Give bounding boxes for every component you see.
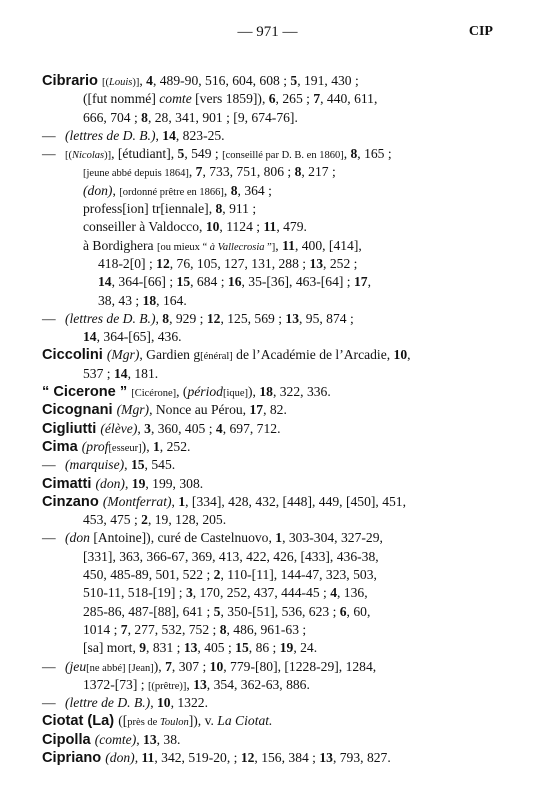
line-text: de l’Académie de l’Arcadie, xyxy=(232,347,394,363)
index-line xyxy=(42,145,494,163)
line-text: (lettre de D. B.) xyxy=(65,695,151,711)
volume-number: 7 xyxy=(313,91,321,107)
line-text: 1372-[73] ; xyxy=(83,676,148,692)
line-text: , xyxy=(134,749,142,765)
line-text: , 549 ; xyxy=(184,146,223,162)
index-entries xyxy=(42,72,494,767)
line-text: , [334], 428, 432, [448], 449, [450], 451, xyxy=(185,493,406,509)
line-text: , 823-25. xyxy=(175,127,225,143)
line-text: Nicolas xyxy=(72,150,105,162)
volume-number: 17 xyxy=(354,274,368,290)
line-text: ), xyxy=(248,384,260,400)
line-text: , 86 ; xyxy=(248,640,280,656)
line-text: ([ xyxy=(118,713,128,729)
line-text: , xyxy=(155,127,163,143)
volume-number: 8 xyxy=(219,621,227,637)
volume-number: 15 xyxy=(176,274,191,290)
index-line xyxy=(42,90,494,108)
line-text: , 181. xyxy=(127,365,159,381)
volume-number: 5 xyxy=(290,73,298,88)
index-line xyxy=(42,712,494,730)
index-line xyxy=(42,584,494,602)
entry-headword: Cibrario xyxy=(42,73,103,89)
volume-number: 10 xyxy=(205,219,220,235)
line-text: [esseur] xyxy=(108,442,142,454)
line-text: , 684 ; xyxy=(190,274,228,290)
line-text: , 1322. xyxy=(170,695,208,711)
index-line xyxy=(42,127,494,145)
volume-number: 6 xyxy=(339,603,347,619)
volume-number: 4 xyxy=(215,420,223,436)
index-line xyxy=(42,511,494,529)
volume-number: 17 xyxy=(249,402,264,418)
line-text: , 733, 751, 806 ; xyxy=(202,164,295,180)
line-text: , 929 ; xyxy=(169,310,207,326)
line-text: [331], 363, 366-67, 369, 413, 422, 426, [433], 436-38, xyxy=(83,548,379,564)
line-text: , 360, 405 ; xyxy=(150,420,216,436)
line-text: (comte) xyxy=(94,731,137,747)
line-text: [ne abbé] [Jean] xyxy=(86,662,154,674)
line-text: 285-86, 487-[88], 641 ; xyxy=(83,603,214,619)
line-text: , xyxy=(343,146,351,162)
line-text: ), xyxy=(141,438,153,454)
line-text: , xyxy=(171,493,179,509)
volume-number: 6 xyxy=(268,91,276,107)
line-text: ([fut nommé] xyxy=(83,91,160,107)
line-text: , 19, 128, 205. xyxy=(147,512,227,528)
index-line xyxy=(42,72,494,90)
line-text: , 35-[36], 463-[64] ; xyxy=(241,274,354,290)
line-text: (élève) xyxy=(100,420,138,436)
line-text: (jeu xyxy=(65,658,87,674)
line-text: , 76, 105, 127, 131, 288 ; xyxy=(169,255,310,271)
line-text: , 350-[51], 536, 623 ; xyxy=(220,603,340,619)
volume-number: 7 xyxy=(120,621,128,637)
volume-number: 8 xyxy=(162,310,170,326)
volume-number: 18 xyxy=(259,384,273,400)
index-line xyxy=(42,273,494,291)
running-head: CIP xyxy=(468,24,493,39)
index-line xyxy=(42,420,494,438)
line-text: près de xyxy=(127,717,160,729)
index-line xyxy=(42,749,494,767)
index-line xyxy=(42,346,494,364)
entry-headword: Cima xyxy=(42,438,82,455)
index-line xyxy=(42,621,494,639)
index-line xyxy=(42,456,494,474)
line-text: (Montferrat) xyxy=(102,493,172,509)
index-line xyxy=(42,310,494,328)
line-text: , xyxy=(124,457,131,473)
volume-number: 3 xyxy=(185,585,193,601)
line-text: 1014 ; xyxy=(83,621,121,637)
volume-number: 15 xyxy=(235,640,249,656)
line-text: à Vallecrosia xyxy=(209,241,265,253)
line-text: (prof xyxy=(81,438,109,454)
volume-number: 12 xyxy=(240,749,255,765)
line-text: , 831 ; xyxy=(146,640,184,656)
line-text: )] xyxy=(104,150,112,162)
volume-number: 2 xyxy=(213,567,221,583)
index-line xyxy=(42,182,494,200)
volume-number: 11 xyxy=(282,237,295,253)
line-text: 450, 485-89, 501, 522 ; xyxy=(83,567,214,583)
line-text: (don) xyxy=(105,749,135,765)
volume-number: 13 xyxy=(193,676,207,692)
line-text: , xyxy=(223,182,231,198)
line-text: profess[ion] tr[iennale], xyxy=(83,201,216,217)
line-text: , xyxy=(124,475,132,491)
index-line xyxy=(42,383,494,401)
volume-number: 18 xyxy=(142,292,157,308)
volume-number: 1 xyxy=(178,493,186,509)
line-text: [( xyxy=(65,150,72,162)
line-text: , 252. xyxy=(159,438,191,454)
volume-number: 13 xyxy=(285,310,299,326)
line-text: , 303-304, 327-29, xyxy=(282,530,383,546)
line-text: périod xyxy=(187,384,223,400)
index-line xyxy=(42,163,494,181)
volume-number: 8 xyxy=(350,146,358,162)
line-text: 418-2[0] ; xyxy=(98,255,157,271)
line-text: , 342, 519-20, ; xyxy=(154,749,241,765)
line-text: , xyxy=(367,274,371,290)
index-line xyxy=(42,639,494,657)
volume-number: 4 xyxy=(146,73,153,88)
line-text: , 911 ; xyxy=(222,201,257,217)
entry-headword: Cigliutti xyxy=(42,420,101,437)
volume-number: 10 xyxy=(156,695,171,711)
line-text: , xyxy=(275,237,283,253)
line-text: , 164. xyxy=(156,292,187,308)
volume-number: 7 xyxy=(165,658,172,674)
sub-entry-dash: — xyxy=(42,530,59,546)
entry-headword: Cipriano xyxy=(42,749,106,766)
page-number: — 971 — xyxy=(237,24,298,40)
line-text: , ( xyxy=(176,384,188,400)
line-text: [énéral] xyxy=(200,351,233,363)
line-text: (lettres de D. B.) xyxy=(65,310,156,326)
entry-headword: Cipolla xyxy=(42,731,95,748)
line-text: à Bordighera xyxy=(83,237,157,253)
volume-number: 3 xyxy=(144,420,151,436)
line-text: (Mgr) xyxy=(116,402,150,418)
line-text: , 191, 430 ; xyxy=(297,73,359,88)
index-line xyxy=(42,493,494,511)
volume-number: 14 xyxy=(83,329,97,345)
line-text: , 479. xyxy=(276,219,307,235)
line-text: [( xyxy=(102,77,110,88)
line-text: Toulon xyxy=(159,717,189,729)
volume-number: 12 xyxy=(206,310,221,326)
index-line xyxy=(42,658,494,676)
entry-headword: Ciotat (La) xyxy=(42,713,119,730)
line-text: , 793, 827. xyxy=(332,749,391,765)
line-text: , xyxy=(150,695,157,711)
index-line xyxy=(42,603,494,621)
sub-entry-dash: — xyxy=(42,457,59,473)
volume-number: 14 xyxy=(113,365,128,381)
index-line xyxy=(42,548,494,566)
volume-number: 13 xyxy=(143,731,157,747)
line-text: , 95, 874 ; xyxy=(298,310,354,326)
line-text: , xyxy=(112,182,120,198)
volume-number: 4 xyxy=(330,585,337,601)
line-text: [ordonné prêtre en 1866] xyxy=(119,186,224,198)
line-text: ]), v. xyxy=(188,713,218,729)
line-text: , 24. xyxy=(293,640,318,656)
line-text: , 545. xyxy=(144,457,176,473)
index-line xyxy=(42,328,494,346)
line-text: [vers 1859]), xyxy=(191,91,269,107)
volume-number: 10 xyxy=(209,658,224,674)
entry-headword: Ciccolini xyxy=(42,347,107,364)
line-text: , 82. xyxy=(263,402,287,418)
volume-number: 7 xyxy=(195,164,203,180)
line-text: , 364-[65], 436. xyxy=(96,329,182,345)
index-line xyxy=(42,694,494,712)
line-text: , 38. xyxy=(156,731,181,747)
sub-entry-dash: — xyxy=(42,310,59,326)
line-text: , 28, 341, 901 ; [9, 674-76]. xyxy=(147,109,298,125)
line-text: , xyxy=(186,676,194,692)
line-text: [Cicérone] xyxy=(131,388,177,400)
entry-headword: “ Cicerone ” xyxy=(42,384,132,401)
line-text: 453, 475 ; xyxy=(83,512,142,528)
line-text: , 1124 ; xyxy=(219,219,264,235)
volume-number: 5 xyxy=(177,146,185,162)
line-text: [conseillé par D. B. en 1860] xyxy=(222,150,344,162)
index-line xyxy=(42,475,494,493)
line-text: , 265 ; xyxy=(275,91,314,107)
line-text: Louis xyxy=(109,77,133,88)
line-text: (don xyxy=(65,530,90,546)
index-line xyxy=(42,566,494,584)
index-line xyxy=(42,109,494,127)
line-text: , 217 ; xyxy=(301,164,336,180)
line-text: (lettres de D. B.) xyxy=(65,127,156,143)
volume-number: 8 xyxy=(215,201,223,217)
line-text: , 156, 384 ; xyxy=(254,749,320,765)
line-text: comte xyxy=(159,91,192,107)
index-line xyxy=(42,218,494,236)
index-line xyxy=(42,529,494,547)
line-text: , 354, 362-63, 886. xyxy=(206,676,310,692)
line-text: , xyxy=(137,420,145,436)
sub-entry-dash: — xyxy=(42,695,59,711)
line-text: , 400, [414], xyxy=(294,237,362,253)
volume-number: 16 xyxy=(227,274,242,290)
volume-number: 8 xyxy=(294,164,302,180)
line-text: (Mgr) xyxy=(106,347,140,363)
line-text: , xyxy=(407,347,411,363)
sub-entry-dash: — xyxy=(42,658,59,674)
volume-number: 12 xyxy=(156,255,170,271)
volume-number: 8 xyxy=(230,182,238,198)
line-text: , 165 ; xyxy=(357,146,392,162)
line-text: , 779-[80], [1228-29], 1284, xyxy=(223,658,377,674)
index-line xyxy=(42,292,494,310)
line-text: 510-11, 518-[19] ; xyxy=(83,585,186,601)
volume-number: 11 xyxy=(263,219,277,235)
entry-headword: Cicognani xyxy=(42,402,117,419)
volume-number: 1 xyxy=(153,438,160,454)
line-text: , 489-90, 516, 604, 608 ; xyxy=(152,73,291,88)
line-text: , xyxy=(139,73,147,88)
line-text: , 486, 961-63 ; xyxy=(226,621,307,637)
line-text: , 125, 569 ; xyxy=(220,310,286,326)
index-line xyxy=(42,255,494,273)
line-text: , 252 ; xyxy=(323,255,358,271)
line-text: , 110-[11], 144-47, 323, 503, xyxy=(220,567,377,583)
line-text: [sa] mort, xyxy=(83,640,140,656)
line-text: [Antoine]), curé de Castelnuovo, xyxy=(89,530,276,546)
volume-number: 1 xyxy=(275,530,283,546)
entry-headword: Cimatti xyxy=(42,475,96,492)
line-text: [(prêtre)] xyxy=(147,680,187,692)
line-text: , 364 ; xyxy=(237,182,272,198)
line-text: , 170, 252, 437, 444-45 ; xyxy=(192,585,331,601)
volume-number: 10 xyxy=(393,347,408,363)
line-text: , xyxy=(188,164,196,180)
line-text: , 697, 712. xyxy=(222,420,281,436)
line-text: , [étudiant], xyxy=(111,146,178,162)
volume-number: 13 xyxy=(309,255,324,271)
line-text: ”] xyxy=(264,241,276,253)
line-text: ), xyxy=(153,658,166,674)
volume-number: 15 xyxy=(130,457,145,473)
index-line xyxy=(42,365,494,383)
volume-number: 9 xyxy=(139,640,147,656)
index-line xyxy=(42,676,494,694)
page-header xyxy=(0,24,535,46)
line-text: , 199, 308. xyxy=(145,475,204,491)
line-text: 38, 43 ; xyxy=(98,292,143,308)
volume-number: 19 xyxy=(279,640,294,656)
sub-entry-dash: — xyxy=(42,146,59,162)
line-text: , 60, xyxy=(346,603,371,619)
line-text: , 136, xyxy=(337,585,368,601)
line-text: [ique] xyxy=(222,388,249,400)
index-line xyxy=(42,200,494,218)
line-text: , 405 ; xyxy=(197,640,236,656)
line-text: , xyxy=(155,310,163,326)
line-text: , xyxy=(136,731,144,747)
index-line xyxy=(42,237,494,255)
index-line xyxy=(42,731,494,749)
volume-number: 13 xyxy=(183,640,198,656)
line-text: )] xyxy=(132,77,140,88)
line-text: 666, 704 ; xyxy=(83,109,142,125)
line-text: (don) xyxy=(83,182,113,198)
line-text: , 440, 611, xyxy=(320,91,378,107)
line-text: , 307 ; xyxy=(171,658,210,674)
line-text: , 322, 336. xyxy=(272,384,331,400)
index-line xyxy=(42,438,494,456)
line-text: [ou mieux “ xyxy=(156,241,210,253)
line-text: La Ciotat. xyxy=(217,713,273,729)
volume-number: 5 xyxy=(213,603,221,619)
volume-number: 13 xyxy=(319,749,333,765)
line-text: , 277, 532, 752 ; xyxy=(127,621,220,637)
sub-entry-dash: — xyxy=(42,127,59,143)
line-text: , Gardien g xyxy=(139,347,201,363)
line-text: , 364-[66] ; xyxy=(111,274,177,290)
volume-number: 11 xyxy=(141,749,155,765)
line-text: (marquise) xyxy=(65,457,125,473)
line-text: (don) xyxy=(95,475,125,491)
volume-number: 14 xyxy=(98,274,112,290)
volume-number: 8 xyxy=(141,109,148,125)
line-text: , Nonce au Pérou, xyxy=(149,402,250,418)
volume-number: 2 xyxy=(141,512,148,528)
line-text: [jeune abbé depuis 1864] xyxy=(83,168,189,180)
entry-headword: Cinzano xyxy=(42,493,103,510)
line-text: 537 ; xyxy=(83,365,114,381)
volume-number: 14 xyxy=(162,127,176,143)
index-line xyxy=(42,401,494,419)
line-text: conseiller à Valdocco, xyxy=(83,219,206,235)
volume-number: 19 xyxy=(131,475,146,491)
